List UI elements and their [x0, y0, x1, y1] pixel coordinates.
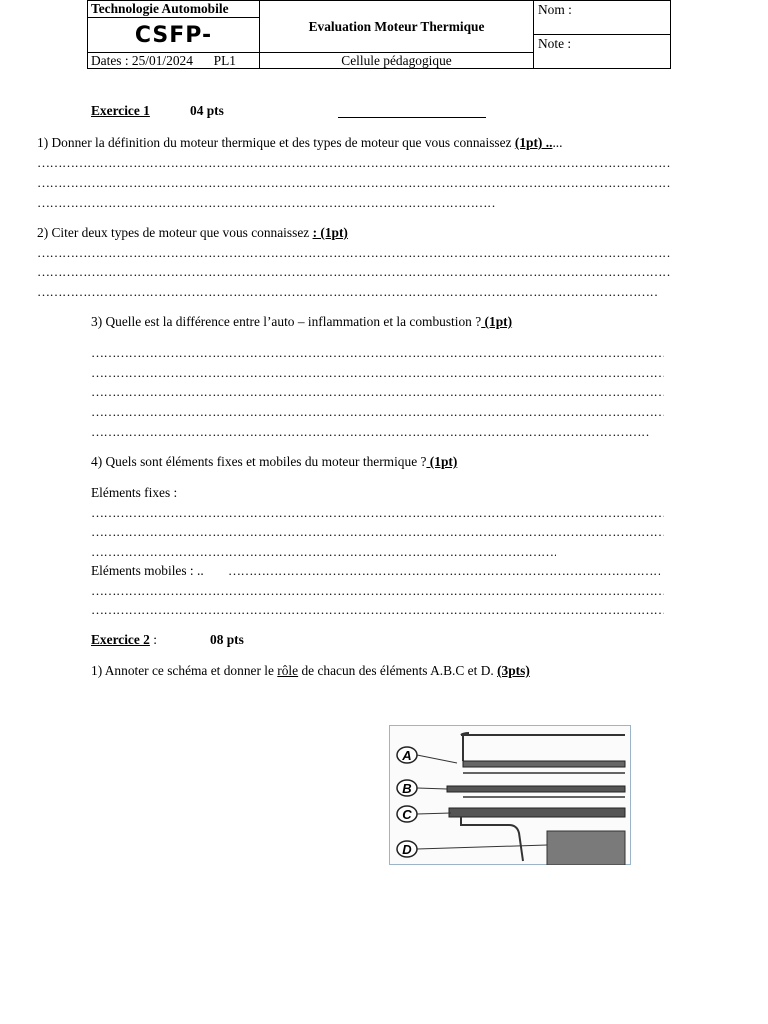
exercise-2-heading: [91, 632, 157, 648]
answer-line[interactable]: [91, 583, 664, 599]
figure-label-d-text: D: [402, 842, 412, 857]
answer-line[interactable]: [37, 284, 657, 300]
question-4-text: 4) Quels sont éléments fixes et mobiles du moteur thermique ?: [91, 454, 427, 469]
exercise-2-question-1: [91, 663, 530, 679]
question-1-points: (1pt) ..: [514, 135, 553, 150]
figure-label-d: [397, 841, 417, 857]
question-4-points: (1pt): [426, 454, 458, 469]
answer-line[interactable]: [37, 264, 671, 280]
group-text: PL1: [213, 53, 236, 68]
header-table: [87, 0, 671, 69]
heading-rule: [338, 117, 486, 118]
school-name: CSFP-: [134, 23, 213, 48]
fixed-elements-label: Eléments fixes :: [91, 485, 178, 500]
question-3-text: 3) Quelle est la différence entre l’auto – inflammation et la combustion ?: [91, 314, 482, 329]
nom-field[interactable]: Nom :: [533, 0, 671, 35]
ex2-q1-role: rôle: [277, 663, 299, 678]
figure-label-c: [397, 806, 417, 822]
figure-label-b-text: B: [402, 781, 412, 796]
answer-line[interactable]: [37, 245, 671, 261]
question-3-points: (1pt): [481, 314, 513, 329]
question-3: [91, 314, 512, 330]
question-2-text: 2) Citer deux types de moteur que vous connaissez: [37, 225, 313, 240]
note-field[interactable]: Note :: [533, 34, 671, 69]
question-2-points: : (1pt): [312, 225, 348, 240]
answer-line[interactable]: [37, 175, 671, 191]
ex2-q1-text-a: 1) Annoter ce schéma et donner le: [91, 663, 278, 678]
answer-line[interactable]: [37, 195, 497, 211]
question-1-tail: ...: [552, 135, 563, 150]
piston-rings-figure: [389, 725, 631, 865]
answer-line[interactable]: [91, 424, 649, 440]
question-1: [37, 135, 562, 151]
answer-line[interactable]: [37, 155, 671, 171]
answer-line[interactable]: [91, 524, 664, 540]
school-cell: [87, 17, 260, 53]
subject-cell: Technologie Automobile: [87, 0, 260, 18]
exam-title: Evaluation Moteur Thermique: [259, 0, 534, 53]
figure-label-c-text: C: [402, 807, 412, 822]
exercise-1-title: Exercice 1: [91, 103, 150, 118]
ex2-q1-points: (3pts): [497, 663, 530, 678]
exercise-2-sep: :: [149, 632, 157, 647]
dates-cell: [87, 52, 260, 69]
question-4: [91, 454, 457, 470]
ex2-q1-text-b: de chacun des éléments A.B.C et D.: [298, 663, 498, 678]
mobile-elements-label: Eléments mobiles : ..: [91, 563, 204, 578]
figure-label-b: [397, 780, 417, 796]
cell-label: Cellule pédagogique: [259, 52, 534, 69]
answer-line[interactable]: [91, 345, 664, 361]
question-2: [37, 225, 348, 241]
figure-label-a: [397, 747, 417, 763]
dates-text: Dates : 25/01/2024: [91, 53, 193, 68]
answer-line[interactable]: [91, 365, 664, 381]
exercise-2-title: Exercice 2: [91, 632, 150, 647]
answer-line[interactable]: [91, 505, 664, 521]
answer-line[interactable]: [91, 602, 664, 618]
answer-line[interactable]: [91, 384, 664, 400]
exercise-1-points: 04 pts: [190, 103, 224, 118]
exercise-2-points: 08 pts: [210, 632, 244, 647]
answer-line[interactable]: [228, 563, 660, 579]
answer-line[interactable]: [91, 544, 556, 560]
answer-line[interactable]: [91, 404, 664, 420]
figure-label-a-text: A: [402, 748, 412, 763]
question-1-text: 1) Donner la définition du moteur thermique et des types de moteur que vous connaissez: [37, 135, 515, 150]
